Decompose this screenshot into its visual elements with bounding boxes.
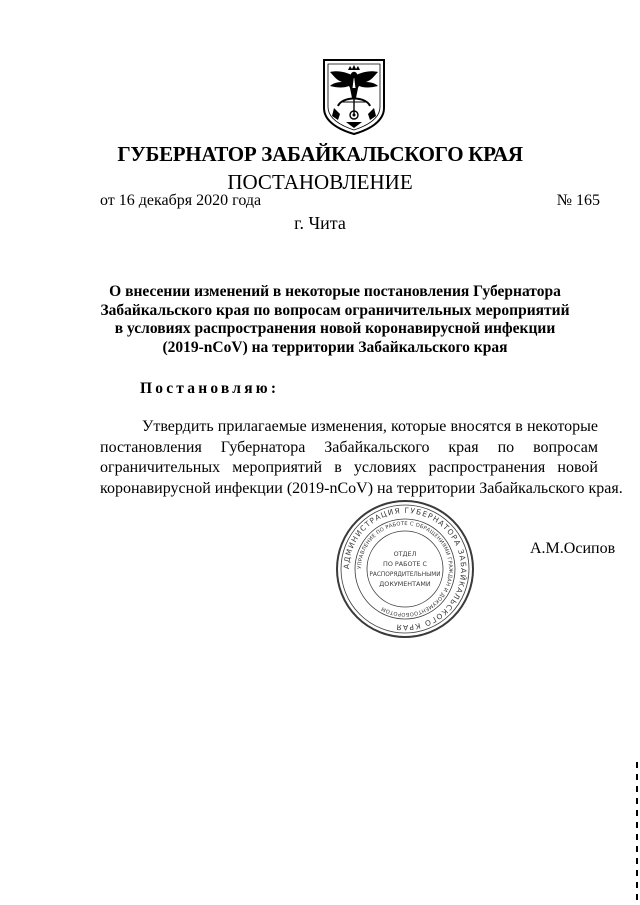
city-name: г. Чита bbox=[294, 213, 346, 233]
stamp-inner-ring-text: УПРАВЛЕНИЕ ПО РАБОТЕ С ОБРАЩЕНИЯМИ ГРАЖДАН И ДОКУМЕНТООБОРОТОМ bbox=[356, 520, 454, 618]
svg-text:УПРАВЛЕНИЕ ПО РАБОТЕ С ОБРАЩЕН bbox=[357, 521, 453, 617]
document-type: ПОСТАНОВЛЕНИЕ bbox=[227, 170, 413, 194]
stamp-center-line: ОТДЕЛ bbox=[393, 550, 417, 558]
subject-line: Забайкальского края по вопросам ограничительных мероприятий bbox=[100, 301, 570, 319]
official-stamp-icon bbox=[334, 498, 476, 640]
body-line: Утвердить прилагаемые изменения, которые вносятся в некоторые bbox=[142, 418, 598, 435]
subject-line: (2019-nCoV) на территории Забайкальского края bbox=[162, 338, 508, 356]
decree-word: Постановляю: bbox=[140, 380, 280, 397]
stamp-center-line: ПО РАБОТЕ С bbox=[383, 560, 427, 568]
stamp-center-line: РАСПОРЯДИТЕЛЬНЫМИ bbox=[369, 572, 441, 578]
stamp-ring-text: АДМИНИСТРАЦИЯ ГУБЕРНАТОРА ЗАБАЙКАЛЬСКОГО КРАЯ bbox=[341, 505, 469, 633]
scan-edge-mark bbox=[636, 762, 638, 902]
signer-name: А.М.Осипов bbox=[530, 540, 616, 557]
document-date: от 16 декабря 2020 года bbox=[100, 192, 262, 209]
document-number: № 165 bbox=[556, 192, 600, 209]
stamp-center-line: ДОКУМЕНТАМИ bbox=[379, 580, 431, 588]
subject-line: в условиях распространения новой коронавирусной инфекции bbox=[114, 320, 556, 337]
decree-body bbox=[100, 417, 623, 499]
subject-line: О внесении изменений в некоторые постановления Губернатора bbox=[109, 283, 561, 300]
document-subject bbox=[80, 283, 590, 357]
body-line: коронавирусной инфекции (2019-nCoV) на территории Забайкальского края. bbox=[100, 479, 623, 497]
coat-of-arms-icon bbox=[316, 58, 392, 136]
body-line: ограничительных мероприятий в условиях распространения новой bbox=[100, 459, 598, 476]
body-line: постановления Губернатора Забайкальского края по вопросам bbox=[100, 438, 598, 456]
governor-title: ГУБЕРНАТОР ЗАБАЙКАЛЬСКОГО КРАЯ bbox=[117, 142, 523, 166]
